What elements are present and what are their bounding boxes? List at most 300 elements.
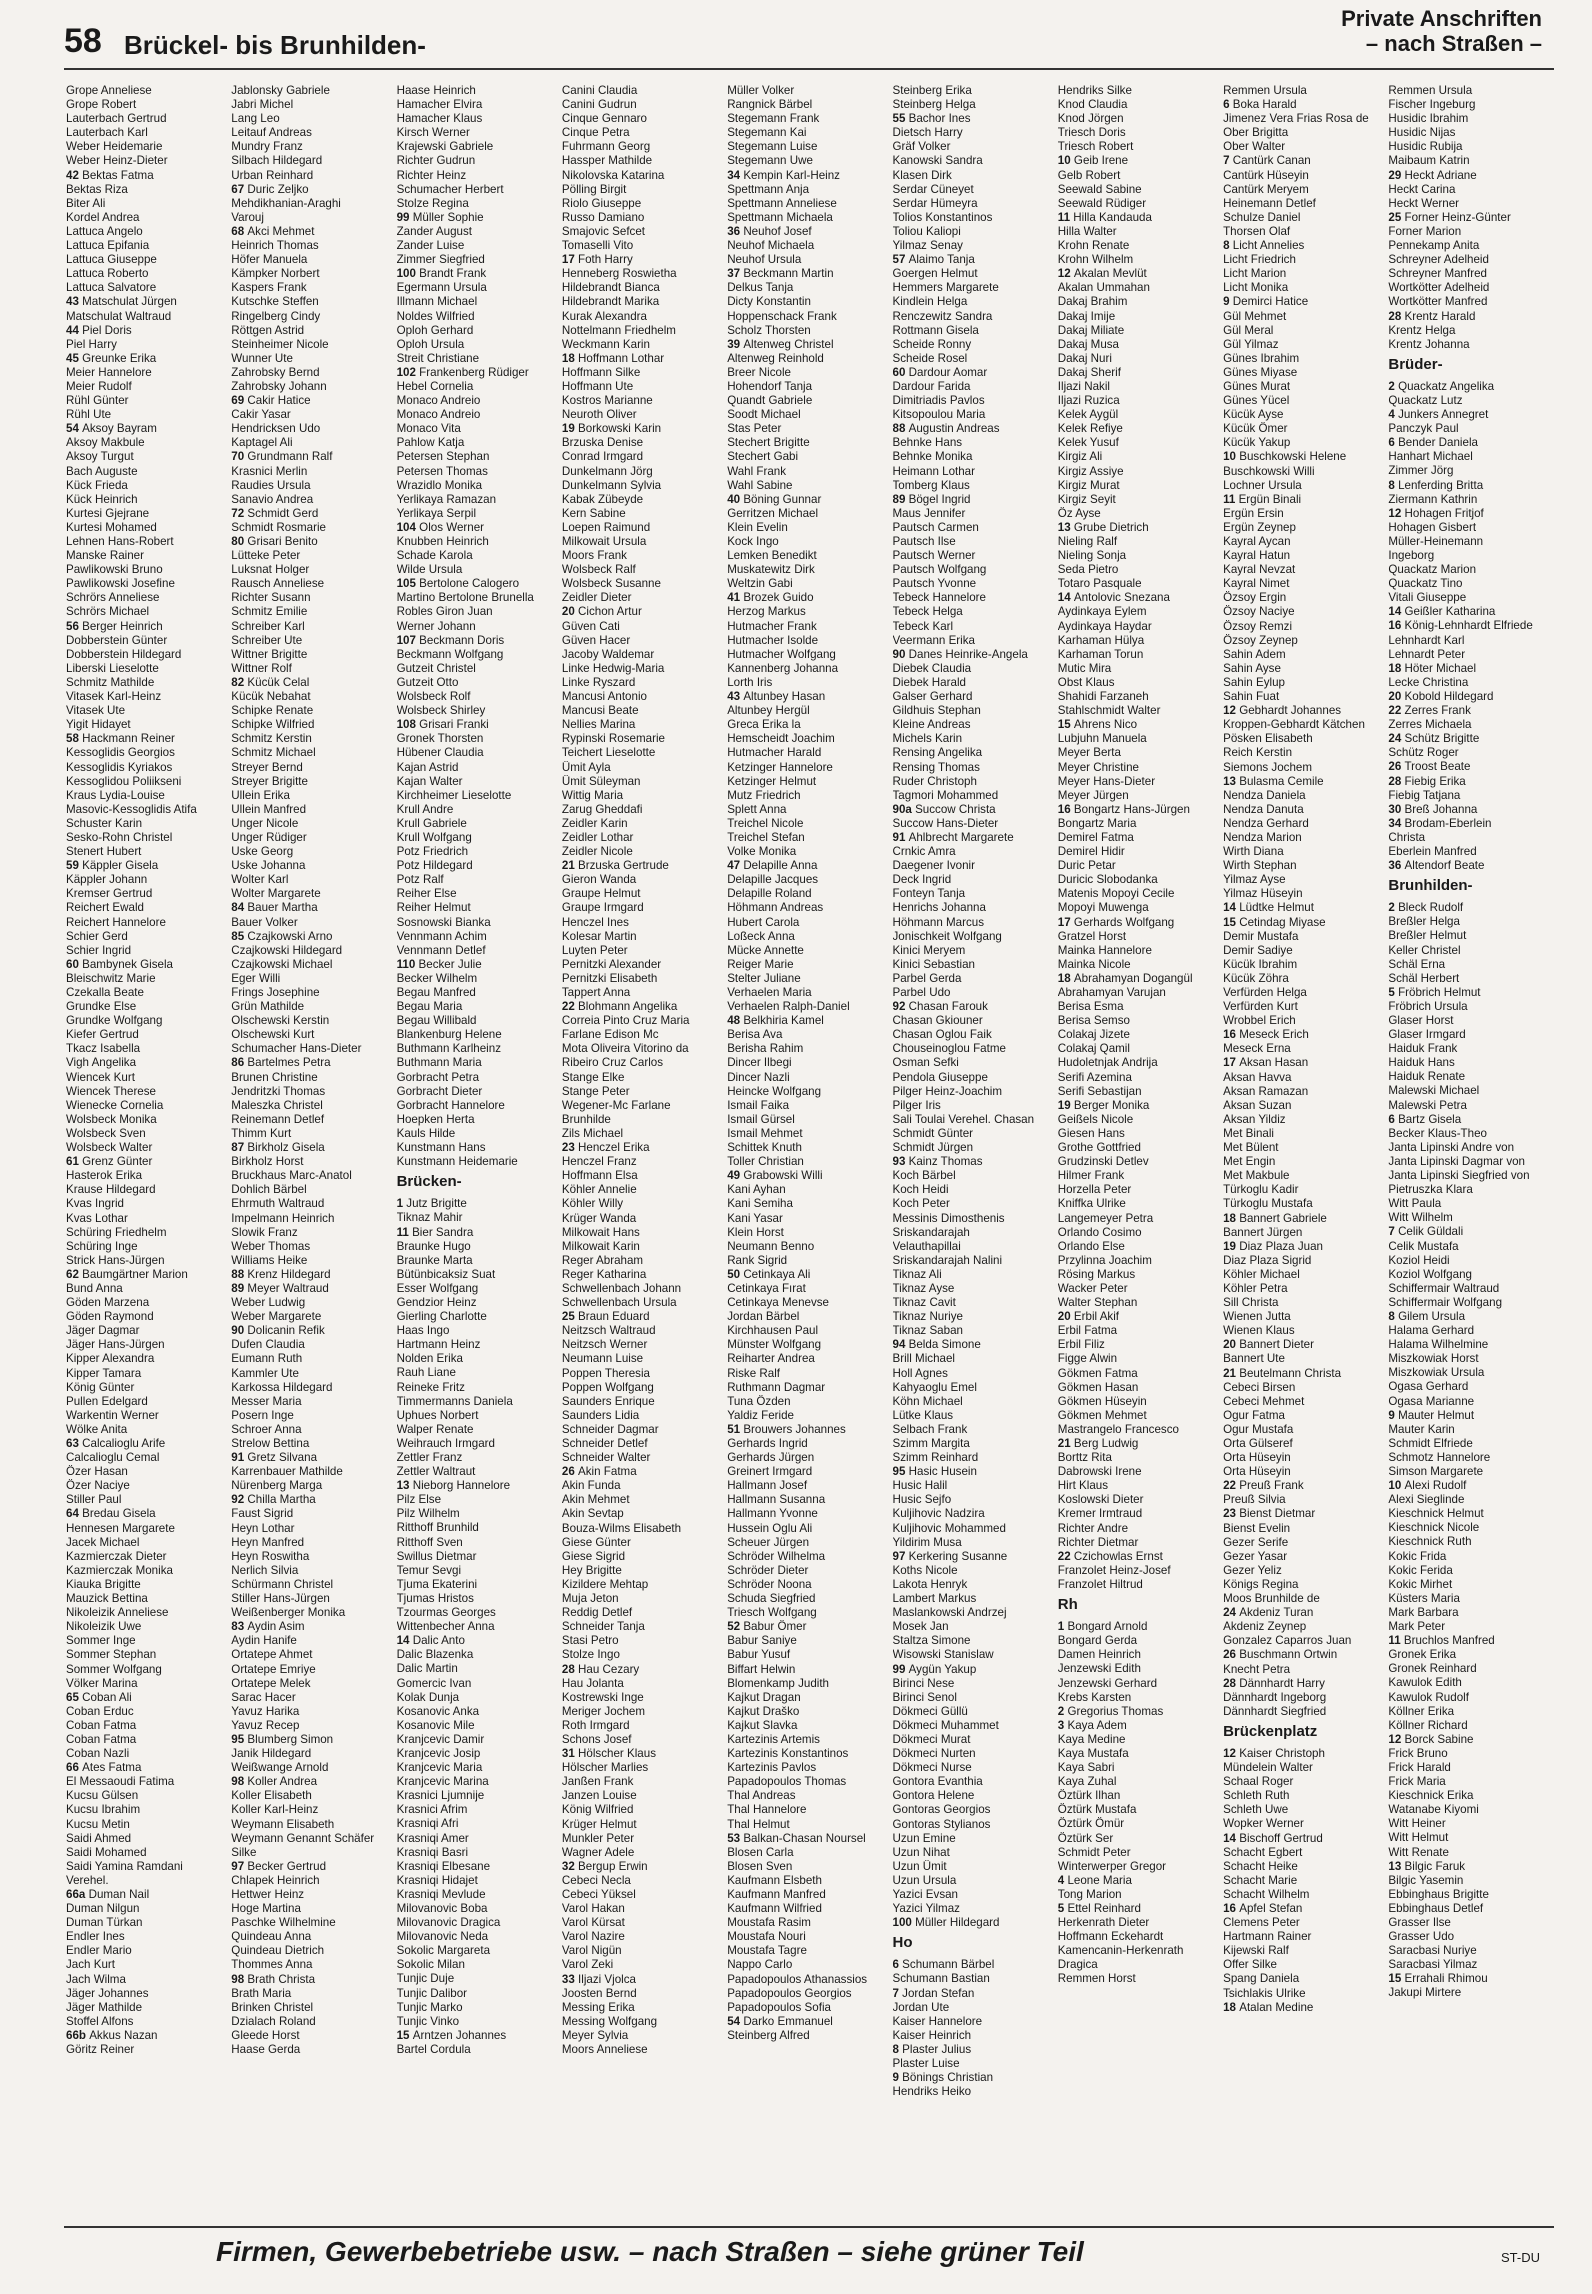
address-entry: Hendriks Heiko <box>892 2085 972 2099</box>
address-entry: 14 Bischoff Gertrud <box>1223 1831 1323 1845</box>
house-number: 19 <box>1223 1239 1240 1253</box>
house-number: 25 <box>1388 210 1405 224</box>
address-entry: Müller-Heinemann <box>1388 534 1484 548</box>
address-entry: Weymann Genannt Schäfer <box>231 1831 375 1845</box>
address-entry: Lubjuhn Manuela <box>1057 732 1147 746</box>
address-entry: Öz Ayse <box>1057 506 1101 520</box>
address-entry: Yilmaz Senay <box>892 239 963 253</box>
address-entry: 70 Grundmann Ralf <box>231 450 333 464</box>
address-entry: Weber Heidemarie <box>66 140 163 154</box>
address-entry: Krull Wolfgang <box>396 830 472 844</box>
house-number: 5 <box>1057 1902 1068 1915</box>
house-number: 26 <box>1223 1648 1240 1662</box>
address-entry: Krasniqi Elbesane <box>396 1859 491 1873</box>
address-entry: Nendza Daniela <box>1223 788 1306 802</box>
address-entry: Mopoyi Muwenga <box>1057 901 1149 915</box>
address-entry: Lehnardt Peter <box>1388 647 1466 661</box>
address-entry: Kokic Ferida <box>1388 1563 1453 1577</box>
address-entry: Nikolovska Katarina <box>561 168 665 182</box>
address-entry: Schmidt Rosmarie <box>231 520 327 534</box>
address-entry: Schwellenbach Johann <box>561 1281 682 1295</box>
address-entry: Schipke Renate <box>231 704 314 718</box>
address-entry: Kayral Nimet <box>1223 577 1290 591</box>
house-number: 66b <box>66 2028 90 2042</box>
address-entry: Tiknaz Saban <box>892 1324 963 1338</box>
address-entry: Endler Ines <box>66 1930 125 1944</box>
house-number: 47 <box>727 859 744 873</box>
address-entry: Gezer Yasar <box>1223 1549 1288 1563</box>
address-entry: Gökmen Fatma <box>1057 1366 1138 1380</box>
address-entry: 85 Czajkowski Arno <box>231 929 333 943</box>
address-entry: Jenzewski Gerhard <box>1057 1676 1158 1690</box>
address-entry: 84 Bauer Martha <box>231 901 318 915</box>
house-number: 67 <box>231 182 248 196</box>
address-entry: Iljazi Nakil <box>1057 379 1110 393</box>
address-entry: 12 Kaiser Christoph <box>1223 1746 1325 1760</box>
address-entry: König Wilfried <box>561 1803 634 1817</box>
address-entry: Uphues Norbert <box>396 1408 479 1422</box>
house-number: 94 <box>892 1338 909 1352</box>
address-entry: 1 Bongard Arnold <box>1057 1620 1148 1634</box>
address-entry: 24 Akdeniz Turan <box>1223 1606 1314 1620</box>
address-entry: Lattuca Giuseppe <box>66 253 157 267</box>
address-entry: Petersen Thomas <box>396 464 488 478</box>
address-entry: 22 Zerres Frank <box>1388 704 1471 718</box>
address-entry: Schrörs Anneliese <box>66 591 160 605</box>
address-entry: Brinken Christel <box>231 2000 314 2014</box>
address-entry: Paschke Wilhelmine <box>231 1916 336 1930</box>
address-entry: Walper Renate <box>396 1422 474 1436</box>
address-entry: 28 Dännhardt Harry <box>1223 1676 1325 1690</box>
address-entry: Kessoglidis Georgios <box>66 746 175 760</box>
address-entry: Langemeyer Petra <box>1057 1211 1154 1225</box>
address-entry: Maslankowski Andrzej <box>892 1606 1007 1620</box>
address-entry: Maibaum Katrin <box>1388 154 1470 168</box>
house-number: 18 <box>1057 971 1074 985</box>
address-entry: Fischer Ingeburg <box>1388 98 1476 112</box>
address-entry: 49 Grabowski Willi <box>727 1169 823 1183</box>
address-entry: Kannenberg Johanna <box>727 661 839 675</box>
house-number: 107 <box>396 633 420 647</box>
address-entry: Sokolic Milan <box>396 1958 465 1972</box>
address-entry: Günes Yücel <box>1223 394 1290 408</box>
address-entry: 66a Duman Nail <box>66 1888 150 1901</box>
address-entry: Buthmann Karlheinz <box>396 1042 501 1056</box>
address-entry: Serdar Hümeyra <box>892 196 978 210</box>
address-entry: Kartezinis Artemis <box>727 1732 820 1746</box>
address-entry: Stolze Regina <box>396 196 469 210</box>
address-entry: Thimm Kurt <box>231 1126 292 1140</box>
address-entry: 34 Kempin Karl-Heinz <box>727 168 840 182</box>
address-entry: Frick Harald <box>1388 1760 1451 1774</box>
address-entry: Moustafa Rasim <box>727 1916 811 1930</box>
address-entry: Birkholz Horst <box>231 1155 304 1169</box>
address-entry: Sosnowski Bianka <box>396 915 491 929</box>
address-entry: Herzog Markus <box>727 605 806 619</box>
address-entry: Licht Monika <box>1223 281 1289 295</box>
address-entry: Kvas Lothar <box>66 1211 128 1225</box>
address-entry: Stegemann Uwe <box>727 154 813 168</box>
address-entry: 12 Akalan Mevlüt <box>1057 267 1147 281</box>
address-entry: Gutzeit Otto <box>396 675 459 689</box>
address-entry: Blomenkamp Judith <box>727 1676 830 1690</box>
house-number: 17 <box>1223 1056 1240 1070</box>
address-entry: Schreiber Karl <box>231 619 305 633</box>
address-entry: Ümit Süleyman <box>561 774 641 788</box>
address-entry: Gontoras Stylianos <box>892 1817 991 1831</box>
address-entry: Teichert Lieselotte <box>561 746 656 760</box>
address-entry: Kajkut Dragan <box>727 1690 801 1704</box>
address-entry: Cebeci Mehmet <box>1223 1394 1305 1408</box>
address-entry: Zahrobsky Johann <box>231 379 327 393</box>
address-entry: Grope Anneliese <box>66 84 152 97</box>
address-entry: Met Bülent <box>1223 1141 1279 1155</box>
address-entry: Heckt Carina <box>1388 182 1456 196</box>
house-number: 91 <box>231 1451 248 1465</box>
address-entry: Orta Hüseyin <box>1223 1451 1291 1465</box>
house-number: 40 <box>727 492 744 506</box>
address-entry: Ritthoff Sven <box>396 1535 463 1549</box>
house-number: 28 <box>561 1662 579 1676</box>
house-number: 51 <box>727 1422 744 1436</box>
house-number: 15 <box>1223 915 1240 929</box>
address-entry: Kieschnick Erika <box>1388 1789 1474 1803</box>
house-number: 2 <box>1388 901 1399 915</box>
address-entry: Ziermann Kathrin <box>1388 492 1478 506</box>
address-entry: Bund Anna <box>66 1281 123 1295</box>
address-entry: Papadopoulos Thomas <box>727 1775 847 1789</box>
address-entry: Stechert Gabi <box>727 450 799 464</box>
address-entry: Cetinkaya Fırat <box>727 1281 806 1295</box>
address-entry: Schmidt Peter <box>1057 1845 1131 1859</box>
address-entry: Kaiser Heinrich <box>892 2028 972 2042</box>
address-entry: Kirgiz Seyit <box>1057 492 1116 506</box>
address-entry: 64 Bredau Gisela <box>66 1507 156 1521</box>
address-entry: 6 Schumann Bärbel <box>892 1958 995 1972</box>
address-entry: Varol Zeki <box>561 1958 614 1972</box>
address-entry: Roth Irmgard <box>561 1718 630 1732</box>
address-entry: Aydinkaya Eylem <box>1057 605 1147 619</box>
address-entry: Lemken Benedikt <box>727 549 817 563</box>
address-entry: Koller Karl-Heinz <box>231 1803 319 1817</box>
address-entry: Cantürk Hüseyin <box>1223 168 1309 182</box>
address-entry: Spettmann Michaela <box>727 210 833 224</box>
address-entry: Hudoletnjak Andrija <box>1057 1056 1158 1070</box>
address-entry: Königs Regina <box>1223 1577 1299 1591</box>
address-entry: Canini Gudrun <box>561 98 637 112</box>
house-number: 18 <box>561 351 579 365</box>
address-entry: Kipper Alexandra <box>66 1352 155 1366</box>
address-entry: Tjumas Hristos <box>396 1591 474 1605</box>
address-entry: Panczyk Paul <box>1388 422 1459 436</box>
address-entry: 26 Troost Beate <box>1388 760 1471 774</box>
address-entry: Berisha Rahim <box>727 1042 804 1056</box>
address-entry: Kranjcevic Damir <box>396 1732 485 1746</box>
address-entry: Kaptagel Ali <box>231 436 293 450</box>
address-entry: 20 Cichon Artur <box>561 605 642 619</box>
address-entry: Koziol Wolfgang <box>1388 1267 1472 1281</box>
house-number: 30 <box>1388 802 1405 816</box>
address-entry: 37 Beckmann Martin <box>727 267 834 281</box>
address-entry: Dragica <box>1057 1958 1098 1972</box>
address-entry: Janßen Frank <box>561 1775 634 1789</box>
address-entry: Figge Alwin <box>1057 1352 1118 1366</box>
address-entry: Loßeck Anna <box>727 929 795 943</box>
address-entry: Szimm Margita <box>892 1437 970 1450</box>
house-number: 100 <box>892 1916 916 1930</box>
address-entry: Alexi Sieglinde <box>1388 1493 1465 1507</box>
address-entry: Grundke Wolfgang <box>66 1014 163 1028</box>
address-entry: 89 Bögel Ingrid <box>892 492 971 506</box>
address-entry: Mutz Friedrich <box>727 788 801 802</box>
address-entry: Köhler Petra <box>1223 1281 1288 1295</box>
address-entry: Riolo Giuseppe <box>561 196 642 210</box>
address-entry: Jakupi Mirtere <box>1388 1986 1462 2000</box>
street-heading: Rh <box>1057 1596 1078 1614</box>
house-number: 21 <box>561 859 579 873</box>
address-entry: 110 Becker Julie <box>396 957 482 971</box>
address-entry: Seewald Rüdiger <box>1057 196 1147 210</box>
address-entry: Lattuca Angelo <box>66 224 143 238</box>
house-number: 14 <box>1223 901 1240 915</box>
address-entry: Richter Andre <box>1057 1521 1129 1535</box>
address-entry: Heyn Lothar <box>231 1521 295 1535</box>
address-entry: Sahin Eylup <box>1223 675 1285 689</box>
address-entry: Akalan Ummahan <box>1057 281 1150 295</box>
address-entry: Weckmann Karin <box>561 337 650 351</box>
address-entry: Klein Horst <box>727 1225 784 1239</box>
address-entry: Hilla Walter <box>1057 224 1117 238</box>
address-entry: Wunner Ute <box>231 351 293 365</box>
address-entry: 87 Birkholz Gisela <box>231 1141 325 1155</box>
address-entry: Mancusi Antonio <box>561 690 647 704</box>
address-entry: 30 Breß Johanna <box>1388 802 1478 816</box>
address-entry: Dakaj Sherif <box>1057 365 1121 379</box>
address-entry: Schacht Egbert <box>1223 1845 1303 1859</box>
address-entry: Tiknaz Cavit <box>892 1296 956 1310</box>
address-entry: Triesch Doris <box>1057 126 1126 140</box>
address-entry: Sommer Inge <box>66 1634 136 1648</box>
house-number: 57 <box>892 253 909 267</box>
address-entry: Tunjic Vinko <box>396 2014 460 2028</box>
house-number: 15 <box>1388 1972 1405 1986</box>
address-entry: Schröder Noona <box>727 1577 812 1591</box>
page-title: Brückel- bis Brunhilden- <box>124 30 426 60</box>
address-entry: Schröder Dieter <box>727 1563 809 1577</box>
address-entry: Hoffmann Elsa <box>561 1169 638 1183</box>
house-number: 66 <box>66 1761 83 1775</box>
address-entry: Schiffermair Waltraud <box>1388 1281 1500 1295</box>
directory-column <box>231 84 391 2192</box>
address-entry: Hassper Mathilde <box>561 154 653 168</box>
directory-columns <box>66 84 1554 2192</box>
address-entry: 28 Fiebig Erika <box>1388 774 1466 788</box>
address-entry: Hendriks Silke <box>1057 84 1132 97</box>
address-entry: 29 Heckt Adriane <box>1388 168 1477 182</box>
address-entry: Nürenberg Marga <box>231 1479 323 1493</box>
address-entry: Wahl Frank <box>727 464 787 478</box>
house-number: 98 <box>231 1775 248 1789</box>
address-entry: Vitasek Karl-Heinz <box>66 690 162 704</box>
address-entry: Hildebrandt Bianca <box>561 281 660 295</box>
address-entry: Tunjic Marko <box>396 2000 463 2014</box>
address-entry: Gorbracht Dieter <box>396 1084 483 1098</box>
address-entry: Siemons Jochem <box>1223 760 1313 774</box>
address-entry: 95 Hasic Husein <box>892 1465 977 1479</box>
address-entry: Illmann Michael <box>396 295 478 309</box>
address-entry: Wagner Adele <box>561 1845 635 1859</box>
street-heading: Brüder- <box>1388 355 1443 373</box>
address-entry: Wopker Werner <box>1223 1817 1304 1831</box>
address-entry: Schiffermair Wolfgang <box>1388 1295 1503 1309</box>
house-number: 92 <box>231 1493 248 1507</box>
address-entry: Janik Hildegard <box>231 1747 312 1761</box>
address-entry: Gezer Serife <box>1223 1535 1289 1549</box>
address-entry: Lang Leo <box>231 112 280 126</box>
house-number: 69 <box>231 394 248 408</box>
address-entry: Göden Raymond <box>66 1310 154 1324</box>
address-entry: Ogur Fatma <box>1223 1408 1285 1422</box>
house-number: 14 <box>1057 591 1074 605</box>
address-entry: Gerhards Ingrid <box>727 1437 808 1450</box>
address-entry: Witt Paula <box>1388 1197 1442 1211</box>
address-entry: 14 Lüdtke Helmut <box>1223 901 1314 915</box>
address-entry: 53 Balkan-Chasan Noursel <box>727 1831 866 1845</box>
address-entry: Munkler Peter <box>561 1831 635 1845</box>
address-entry: 86 Bartelmes Petra <box>231 1056 331 1070</box>
address-entry: Krasniqi Amer <box>396 1831 469 1845</box>
address-entry: Halama Gerhard <box>1388 1324 1475 1338</box>
address-entry: 55 Bachor Ines <box>892 112 971 126</box>
address-entry: 107 Beckmann Doris <box>396 633 505 647</box>
address-entry: Hamacher Elvira <box>396 98 483 112</box>
address-entry: 91 Gretz Silvana <box>231 1451 318 1465</box>
address-entry: Bektas Riza <box>66 182 128 196</box>
address-entry: Dincer Nazli <box>727 1070 790 1084</box>
address-entry: Kani Semiha <box>727 1197 793 1211</box>
address-entry: 100 Brandt Frank <box>396 267 487 281</box>
address-entry: Ruder Christoph <box>892 774 977 788</box>
address-entry: Höhmann Marcus <box>892 915 984 929</box>
address-entry: Pullen Edelgard <box>66 1394 148 1408</box>
house-number: 105 <box>396 577 420 591</box>
address-entry: Schmitz Michael <box>231 746 316 760</box>
address-entry: Hoffmann Eckehardt <box>1057 1930 1164 1944</box>
address-entry: Jordan Ute <box>892 2000 950 2014</box>
house-number: 25 <box>561 1310 579 1324</box>
address-entry: Wirth Diana <box>1223 845 1284 859</box>
address-entry: 13 Nieborg Hannelore <box>396 1479 511 1493</box>
address-entry: 3 Kaya Adem <box>1057 1718 1127 1732</box>
address-entry: Deck Ingrid <box>892 873 952 887</box>
address-entry: Moors Anneliese <box>561 2043 648 2057</box>
house-number: 32 <box>561 1859 579 1873</box>
address-entry: Miszkowiak Ursula <box>1388 1366 1485 1380</box>
address-entry: Remmen Ursula <box>1388 84 1473 97</box>
address-entry: Greca Erika la <box>727 718 801 732</box>
address-entry: Geißels Nicole <box>1057 1112 1134 1126</box>
address-entry: Reich Kerstin <box>1223 746 1293 760</box>
address-entry: Stelter Juliane <box>727 971 801 985</box>
address-entry: Kiauka Brigitte <box>66 1577 141 1591</box>
address-entry: Wolsbeck Sven <box>66 1126 146 1140</box>
address-entry: Nellies Marina <box>561 718 636 732</box>
address-entry: Coban Nazli <box>66 1747 130 1761</box>
address-entry: Meseck Erna <box>1223 1042 1291 1056</box>
address-entry: 7 Cantürk Canan <box>1223 154 1311 168</box>
address-entry: Milovanovic Neda <box>396 1930 489 1944</box>
house-number: 52 <box>727 1620 744 1634</box>
address-entry: Krohn Renate <box>1057 239 1130 253</box>
house-number: 68 <box>231 224 248 238</box>
address-entry: Schmidt Elfriede <box>1388 1436 1473 1450</box>
address-entry: Tsichlakis Ulrike <box>1223 1986 1306 2000</box>
address-entry: 92 Chilla Martha <box>231 1493 316 1507</box>
address-entry: Bannert Jürgen <box>1223 1225 1303 1239</box>
house-number: 36 <box>1388 859 1405 873</box>
house-number: 24 <box>1388 732 1405 746</box>
address-entry: 54 Aksoy Bayram <box>66 422 157 436</box>
address-entry: Streit Christiane <box>396 351 480 365</box>
address-entry: Impelmann Heinrich <box>231 1211 335 1225</box>
address-entry: Kücük Zöhra <box>1223 971 1289 985</box>
address-entry: 36 Altendorf Beate <box>1388 859 1485 873</box>
address-entry: Schuster Karin <box>66 816 143 830</box>
address-entry: Koller Elisabeth <box>231 1789 312 1803</box>
address-entry: Krasniqi Mevlude <box>396 1887 486 1901</box>
address-entry: Henczel Ines <box>561 915 629 929</box>
address-entry: Jabri Michel <box>231 98 294 112</box>
address-entry: 14 Geißler Katharina <box>1388 605 1496 619</box>
address-entry: Varol Nazire <box>561 1930 625 1944</box>
address-entry: Reger Abraham <box>561 1253 644 1267</box>
address-entry: 47 Delapille Anna <box>727 859 818 873</box>
address-entry: Janta Lipinski Siegfried von <box>1388 1169 1530 1183</box>
address-entry: Greinert Irmgard <box>727 1465 813 1479</box>
address-entry: Nieling Ralf <box>1057 535 1118 548</box>
address-entry: Richter Gudrun <box>396 154 476 168</box>
address-entry: Birinci Nese <box>892 1676 955 1690</box>
address-entry: Tebeck Helga <box>892 605 963 619</box>
address-entry: Urban Reinhard <box>231 168 314 182</box>
house-number: 5 <box>1388 985 1399 999</box>
address-entry: Günes Ibrahim <box>1223 351 1300 365</box>
address-entry: 12 Borck Sabine <box>1388 1732 1474 1746</box>
address-entry: 82 Kücük Celal <box>231 675 310 689</box>
address-entry: Totaro Pasquale <box>1057 577 1142 591</box>
house-number: 42 <box>66 168 83 182</box>
address-entry: Aksan Yildiz <box>1223 1112 1286 1126</box>
address-entry: Köhler Annelie <box>561 1183 637 1197</box>
house-number: 15 <box>396 2028 413 2042</box>
address-entry: Ringelberg Cindy <box>231 309 321 323</box>
address-entry: Bleischwitz Marie <box>66 971 156 985</box>
address-entry: Hubert Carola <box>727 915 800 929</box>
address-entry: Pautsch Carmen <box>892 520 979 534</box>
address-entry: Türkoglu Mustafa <box>1223 1197 1313 1211</box>
house-number: 13 <box>1388 1859 1405 1873</box>
address-entry: Hartmann Heinz <box>396 1338 481 1352</box>
address-entry: Zimmer Jörg <box>1388 464 1454 478</box>
address-entry: Rypinski Rosemarie <box>561 732 665 746</box>
house-number: 37 <box>727 267 744 281</box>
address-entry: Dufen Claudia <box>231 1338 305 1352</box>
address-entry: Kranjcevic Maria <box>396 1761 483 1775</box>
address-entry: Kaya Medine <box>1057 1732 1126 1746</box>
address-entry: Schröder Wilhelma <box>727 1549 826 1563</box>
address-entry: Scheide Rosel <box>892 351 968 365</box>
address-entry: 19 Borkowski Karin <box>561 422 662 436</box>
